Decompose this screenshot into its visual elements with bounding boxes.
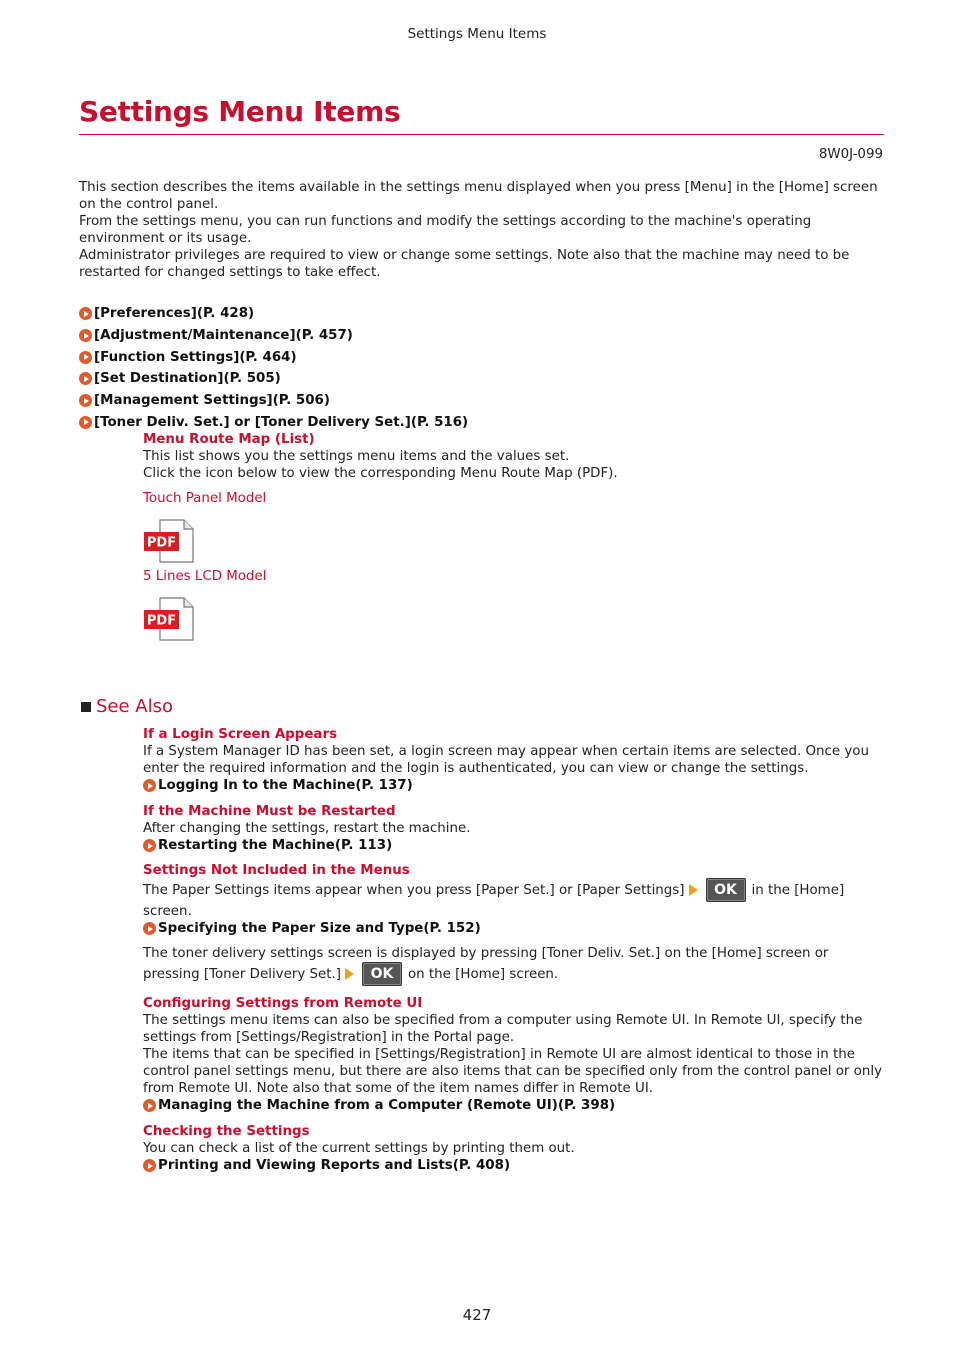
link-label: [Preferences](P. 428) — [94, 306, 255, 322]
arrow-icon — [79, 372, 92, 385]
arrow-icon — [143, 922, 156, 935]
settings-link-list — [79, 303, 468, 433]
login-section — [143, 726, 883, 794]
paper-settings-text: in the [Home] — [751, 882, 845, 898]
menu-route-text: This list shows you the settings menu items and the values set. — [143, 449, 570, 464]
lcd-model-link[interactable]: 5 Lines LCD Model — [143, 569, 267, 584]
paper-settings-text: screen. — [143, 904, 192, 919]
arrow-icon — [79, 307, 92, 320]
play-arrow-icon — [689, 884, 698, 896]
link-label: Restarting the Machine(P. 113) — [158, 838, 393, 853]
link-label: [Adjustment/Maintenance](P. 457) — [94, 328, 353, 344]
login-link[interactable] — [143, 777, 883, 794]
paper-size-link[interactable] — [143, 920, 883, 937]
document-id: 8W0J-099 — [818, 147, 883, 162]
remote-ui-section — [143, 995, 883, 1114]
link-label: Specifying the Paper Size and Type(P. 152) — [158, 921, 481, 936]
arrow-icon — [79, 351, 92, 364]
link-label: [Set Destination](P. 505) — [94, 371, 281, 387]
restart-section — [143, 803, 883, 854]
square-bullet-icon — [81, 702, 91, 712]
see-also-label: See Also — [96, 696, 174, 717]
page-number: 427 — [462, 1306, 492, 1324]
link-label: Printing and Viewing Reports and Lists(P. 408) — [158, 1158, 511, 1173]
touch-panel-model-link[interactable]: Touch Panel Model — [143, 491, 267, 506]
arrow-icon — [79, 416, 92, 429]
not-included-section — [143, 862, 883, 986]
paper-settings-line — [143, 878, 883, 902]
arrow-icon — [79, 394, 92, 407]
login-heading: If a Login Screen Appears — [143, 727, 338, 742]
link-preferences[interactable] — [79, 303, 468, 325]
ok-button-icon: OK — [706, 878, 746, 902]
link-label: [Function Settings](P. 464) — [94, 349, 297, 365]
play-arrow-icon — [345, 968, 354, 980]
checking-heading: Checking the Settings — [143, 1124, 310, 1139]
login-text: If a System Manager ID has been set, a login screen may appear when certain items are selected. Once you enter the required information and the login is authenticated, you can view or change the settings. — [143, 744, 869, 776]
intro-paragraph: From the settings menu, you can run functions and modify the settings according to the machine's operating environment or its usage. — [79, 214, 812, 246]
link-label: [Management Settings](P. 506) — [94, 393, 330, 409]
link-adjustment-maintenance[interactable] — [79, 325, 468, 347]
running-header: Settings Menu Items — [407, 26, 547, 42]
intro-paragraph: This section describes the items available in the settings menu displayed when you press [Menu] in the [Home] screen on the control panel. — [79, 180, 878, 212]
link-management-settings[interactable] — [79, 390, 468, 412]
remote-ui-text: The items that can be specified in [Settings/Registration] in Remote UI are almost identical to those in the control panel settings menu, but there are also items that can be specified only from the control panel or only from Remote UI. Note also that some of the item names differ in Remote UI. — [143, 1047, 883, 1096]
arrow-icon — [143, 839, 156, 852]
title-divider — [79, 134, 884, 135]
svg-text:PDF: PDF — [146, 535, 177, 551]
remote-ui-heading: Configuring Settings from Remote UI — [143, 996, 423, 1011]
link-set-destination[interactable] — [79, 368, 468, 390]
arrow-icon — [143, 779, 156, 792]
not-included-heading: Settings Not Included in the Menus — [143, 863, 410, 878]
see-also-heading — [79, 696, 173, 718]
remote-ui-link[interactable] — [143, 1097, 883, 1114]
arrow-icon — [143, 1099, 156, 1112]
ok-button-icon: OK — [362, 962, 402, 986]
link-label: [Toner Deliv. Set.] or [Toner Delivery Set.](P. 516) — [94, 414, 469, 430]
menu-route-text: Click the icon below to view the corresponding Menu Route Map (PDF). — [143, 466, 618, 481]
remote-ui-text: The settings menu items can also be specified from a computer using Remote UI. In Remote UI, specify the settings from [Settings/Registration] in the Portal page. — [143, 1013, 863, 1045]
toner-delivery-text: pressing [Toner Delivery Set.] — [143, 966, 341, 982]
arrow-icon — [143, 1159, 156, 1172]
link-label: Managing the Machine from a Computer (Remote UI)(P. 398) — [158, 1098, 616, 1113]
toner-delivery-text: The toner delivery settings screen is displayed by pressing [Toner Deliv. Set.] on the [Home] screen or — [143, 946, 829, 961]
lcd-pdf-icon[interactable] — [144, 596, 196, 647]
restart-link[interactable] — [143, 837, 883, 854]
checking-section — [143, 1123, 883, 1174]
checking-text: You can check a list of the current settings by printing them out. — [143, 1141, 575, 1156]
toner-delivery-text: on the [Home] screen. — [407, 966, 559, 982]
arrow-icon — [79, 329, 92, 342]
link-label: Logging In to the Machine(P. 137) — [158, 778, 413, 793]
reports-link[interactable] — [143, 1157, 883, 1174]
menu-route-section — [143, 431, 883, 482]
toner-delivery-line — [143, 962, 883, 986]
link-toner-delivery[interactable] — [79, 411, 468, 433]
restart-heading: If the Machine Must be Restarted — [143, 804, 396, 819]
touch-panel-pdf-icon[interactable] — [144, 518, 196, 569]
menu-route-heading: Menu Route Map (List) — [143, 432, 315, 447]
restart-text: After changing the settings, restart the machine. — [143, 821, 471, 836]
link-function-settings[interactable] — [79, 346, 468, 368]
intro-paragraph: Administrator privileges are required to view or change some settings. Note also that the machine may need to be restarted for changed settings to take effect. — [79, 248, 850, 280]
paper-settings-text: The Paper Settings items appear when you press [Paper Set.] or [Paper Settings] — [143, 882, 685, 898]
intro-section — [79, 179, 889, 281]
svg-text:PDF: PDF — [146, 613, 177, 629]
page-title: Settings Menu Items — [79, 95, 401, 128]
